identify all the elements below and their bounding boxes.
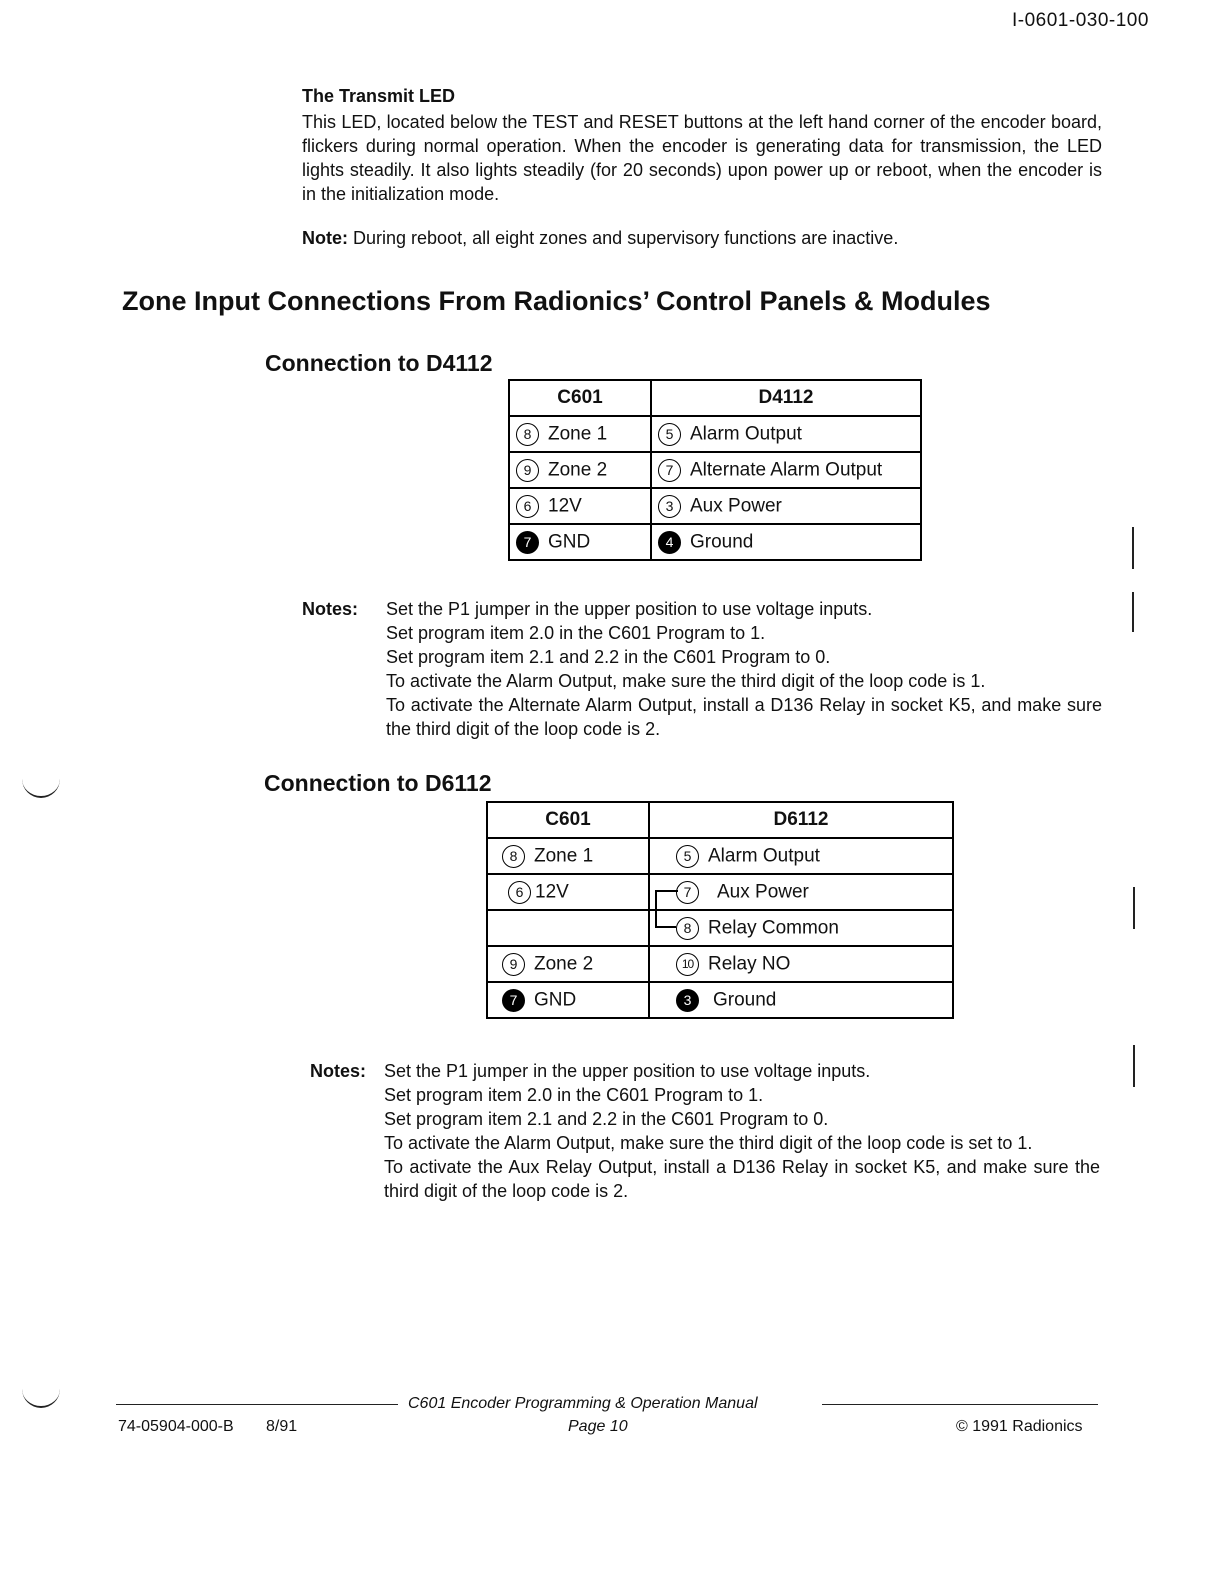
c601-terminal-cell [487,838,649,874]
d6112-connection-table [486,801,954,1019]
section-title: Zone Input Connections From Radionics’ Control Panels & Modules [122,286,991,316]
ground-terminal-7-icon: 7 [502,989,525,1012]
terminal-label: Zone 1 [534,845,594,867]
terminal-label: Alarm Output [690,423,802,445]
d6112-terminal-cell [649,874,953,910]
transmit-led-body: This LED, located below the TEST and RESET buttons at the left hand corner of the encoder board, flickers during normal operation. When the encoder is generating data for transmission, the LED lights steadily. It also lights steadily (for 20 seconds) upon power up or reboot, when the encoder is in the initialization mode. [302,112,1102,204]
c601-terminal-cell [509,524,651,560]
note-line: Set program item 2.0 in the C601 Program to 1. [384,1085,764,1105]
terminal-label: Ground [690,531,754,553]
table-row [487,874,953,910]
terminal-label: Alternate Alarm Output [690,459,883,481]
column-header-d4112: D4112 [651,380,921,416]
terminal-6-icon: 6 [516,495,539,518]
d6112-terminal-cell [649,910,953,946]
scan-artifact [22,778,60,798]
terminal-10-icon: 10 [676,953,699,976]
terminal-9-icon: 9 [502,953,525,976]
c601-terminal-cell [509,416,651,452]
table-row [509,416,921,452]
d4112-terminal-cell [651,524,921,560]
revision-bar [1132,527,1134,569]
terminal-8-icon: 8 [502,845,525,868]
footer-rule-left [116,1404,398,1405]
c601-terminal-cell [509,452,651,488]
table-row [509,452,921,488]
note-line: To activate the Aux Relay Output, install a D136 Relay in socket K5, and make sure the third digit of the loop code is 2. [384,1157,1100,1201]
scan-artifact [22,1388,60,1408]
terminal-5-icon: 5 [658,423,681,446]
note-line: To activate the Alternate Alarm Output, install a D136 Relay in socket K5, and make sure the third digit of the loop code is 2. [386,695,1102,739]
d4112-terminal-cell [651,488,921,524]
terminal-5-icon: 5 [676,845,699,868]
table-row [487,946,953,982]
table-row [487,982,953,1018]
ground-terminal-7-icon: 7 [516,531,539,554]
table-row [509,488,921,524]
note-text: During reboot, all eight zones and supervisory functions are inactive. [353,228,899,248]
revision-date: 8/91 [266,1418,298,1435]
column-header-d6112: D6112 [649,802,953,838]
terminal-label: Ground [713,989,777,1011]
ground-terminal-4-icon: 4 [658,531,681,554]
jumper-wire-icon [655,926,676,928]
c601-terminal-cell [487,946,649,982]
notes-body [384,1059,1100,1203]
d4112-connection-table [508,379,922,561]
terminal-label: Aux Power [690,495,782,517]
terminal-label: Relay NO [708,953,791,975]
terminal-label: GND [534,989,577,1011]
note-line: Set the P1 jumper in the upper position to use voltage inputs. [386,599,873,619]
terminal-label: Aux Power [717,881,809,903]
part-number: 74-05904-000-B [118,1418,234,1435]
terminal-7-icon: 7 [676,881,699,904]
terminal-label: Zone 2 [548,459,608,481]
note-line: Set program item 2.1 and 2.2 in the C601 Program to 0. [386,647,831,667]
column-header-c601: C601 [509,380,651,416]
manual-title: C601 Encoder Programming & Operation Manual [408,1395,758,1412]
d6112-terminal-cell [649,982,953,1018]
d4112-terminal-cell [651,452,921,488]
terminal-9-icon: 9 [516,459,539,482]
note-label: Note: [302,228,348,248]
note-line: Set program item 2.1 and 2.2 in the C601 Program to 0. [384,1109,829,1129]
table-row [487,838,953,874]
d4112-heading: Connection to D4112 [265,350,493,376]
d4112-terminal-cell [651,416,921,452]
table-header-row [487,802,953,838]
terminal-3-icon: 3 [658,495,681,518]
document-number: I-0601-030-100 [1012,10,1149,31]
copyright: © 1991 Radionics [956,1418,1083,1435]
terminal-7-icon: 7 [658,459,681,482]
table-header-row [509,380,921,416]
notes-body [386,597,1102,741]
d6112-heading: Connection to D6112 [264,770,492,796]
revision-bar [1133,887,1135,929]
note-line: To activate the Alarm Output, make sure the third digit of the loop code is 1. [386,671,986,691]
c601-terminal-cell [487,874,649,910]
terminal-6-icon: 6 [508,881,531,904]
terminal-label: Zone 1 [548,423,608,445]
d6112-terminal-cell [649,838,953,874]
ground-terminal-3-icon: 3 [676,989,699,1012]
column-header-c601: C601 [487,802,649,838]
terminal-label: Alarm Output [708,845,820,867]
terminal-label: Relay Common [708,917,839,939]
terminal-8-icon: 8 [676,917,699,940]
note-line: Set program item 2.0 in the C601 Program to 1. [386,623,766,643]
transmit-led-heading: The Transmit LED [302,86,456,106]
c601-terminal-cell-empty [487,910,649,946]
notes-label: Notes: [310,1061,367,1081]
reboot-note [302,226,1102,250]
terminal-label: 12V [535,881,569,903]
footer-rule-right [822,1404,1098,1405]
note-line: Set the P1 jumper in the upper position to use voltage inputs. [384,1061,871,1081]
revision-bar [1133,1045,1135,1087]
terminal-label: Zone 2 [534,953,594,975]
transmit-led-paragraph [302,110,1102,206]
terminal-label: 12V [548,495,582,517]
terminal-label: GND [548,531,591,553]
c601-terminal-cell [487,982,649,1018]
c601-terminal-cell [509,488,651,524]
page-number: Page 10 [568,1418,628,1435]
notes-label: Notes: [302,599,359,619]
d6112-terminal-cell [649,946,953,982]
jumper-wire-icon [655,890,678,928]
revision-bar [1132,592,1134,632]
table-row [487,910,953,946]
table-row [509,524,921,560]
terminal-8-icon: 8 [516,423,539,446]
note-line: To activate the Alarm Output, make sure the third digit of the loop code is set to 1. [384,1133,1033,1153]
